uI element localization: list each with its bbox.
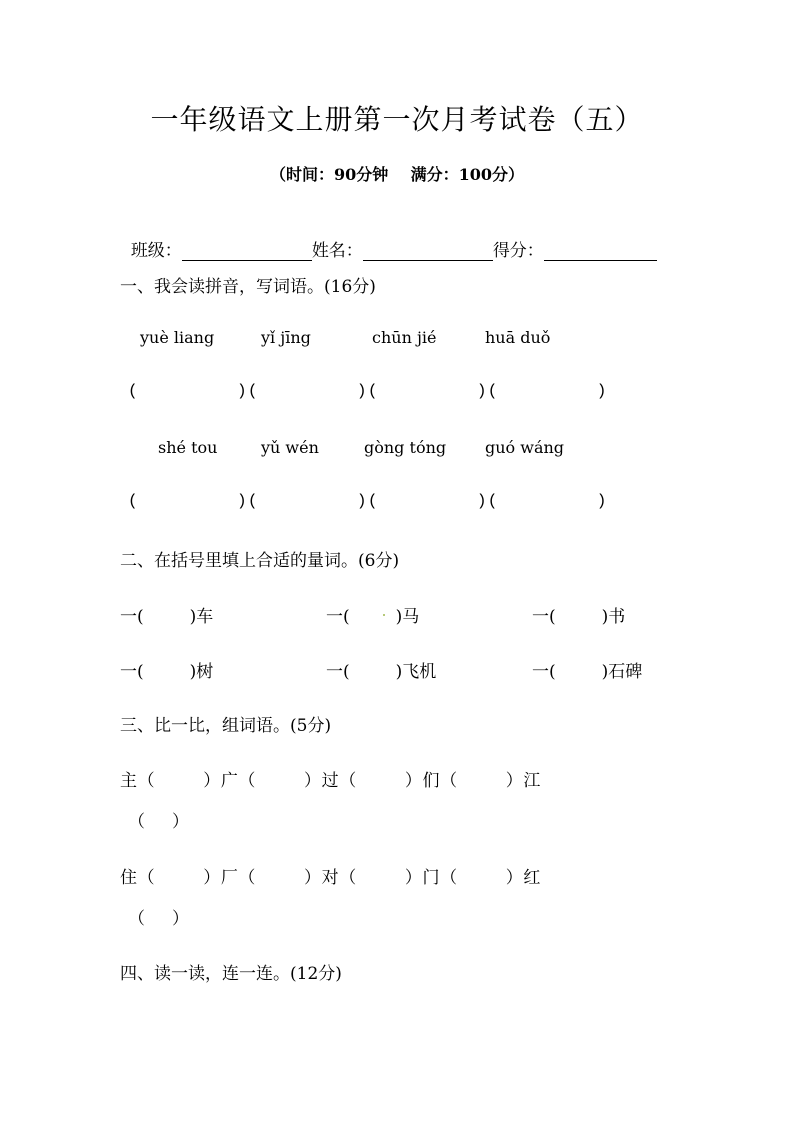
item-suffix: )马 — [395, 607, 420, 627]
answer-row-2[interactable]: ( )( )( )( ) — [128, 492, 608, 510]
compare-row-2-wrap[interactable]: （ ） — [128, 909, 190, 929]
item-prefix: 一( — [120, 607, 144, 627]
pinyin-2-3: gòng tóng — [364, 438, 447, 457]
pinyin-1-4: huā duǒ — [485, 328, 551, 347]
measure-item-4[interactable] — [120, 657, 213, 682]
item-prefix: 一( — [532, 607, 556, 627]
exam-title: 一年级语文上册第一次月考试卷（五） — [150, 103, 644, 136]
pinyin-2-1: shé tou — [158, 438, 218, 457]
name-blank[interactable] — [363, 242, 493, 261]
pinyin-1-1: yuè liang — [140, 328, 215, 347]
item-prefix: 一( — [532, 662, 556, 682]
score-label: 得分： — [492, 241, 544, 261]
measure-item-1[interactable] — [120, 602, 213, 627]
item-prefix: 一( — [326, 607, 350, 627]
pinyin-2-2: yǔ wén — [261, 438, 319, 457]
item-suffix: )石碑 — [601, 662, 643, 682]
class-label: 班级： — [130, 241, 182, 261]
measure-item-3[interactable] — [532, 602, 625, 627]
exam-subtitle: （时间：90分钟 满分：100分） — [270, 165, 524, 184]
compare-row-2[interactable]: 住（ ）厂（ ）对（ ）门（ ）红 — [120, 868, 541, 888]
answer-row-1[interactable]: ( )( )( )( ) — [128, 382, 608, 400]
compare-row-1-wrap[interactable]: （ ） — [128, 812, 190, 832]
section-2-heading: 二、在括号里填上合适的量词。(6分) — [120, 551, 400, 571]
section-4-heading: 四、读一读，连一连。(12分) — [120, 964, 342, 984]
item-prefix: 一( — [326, 662, 350, 682]
item-suffix: )飞机 — [395, 662, 437, 682]
stray-mark — [383, 614, 385, 616]
item-suffix: )书 — [601, 607, 626, 627]
measure-item-5[interactable] — [326, 657, 436, 682]
pinyin-1-2: yǐ jīng — [261, 328, 311, 347]
compare-row-1[interactable]: 主（ ）广（ ）过（ ）们（ ）江 — [120, 771, 541, 791]
pinyin-1-3: chūn jié — [372, 328, 437, 347]
section-3-heading: 三、比一比，组词语。(5分) — [120, 716, 332, 736]
item-suffix: )车 — [189, 607, 214, 627]
pinyin-2-4: guó wáng — [485, 438, 565, 457]
section-1-heading: 一、我会读拼音，写词语。(16分) — [120, 277, 376, 297]
item-prefix: 一( — [120, 662, 144, 682]
score-blank[interactable] — [544, 242, 657, 261]
name-label: 姓名： — [311, 241, 363, 261]
class-blank[interactable] — [182, 242, 312, 261]
item-suffix: )树 — [189, 662, 214, 682]
class-field — [120, 216, 657, 261]
measure-item-6[interactable] — [532, 657, 642, 682]
measure-item-2[interactable] — [326, 602, 419, 627]
